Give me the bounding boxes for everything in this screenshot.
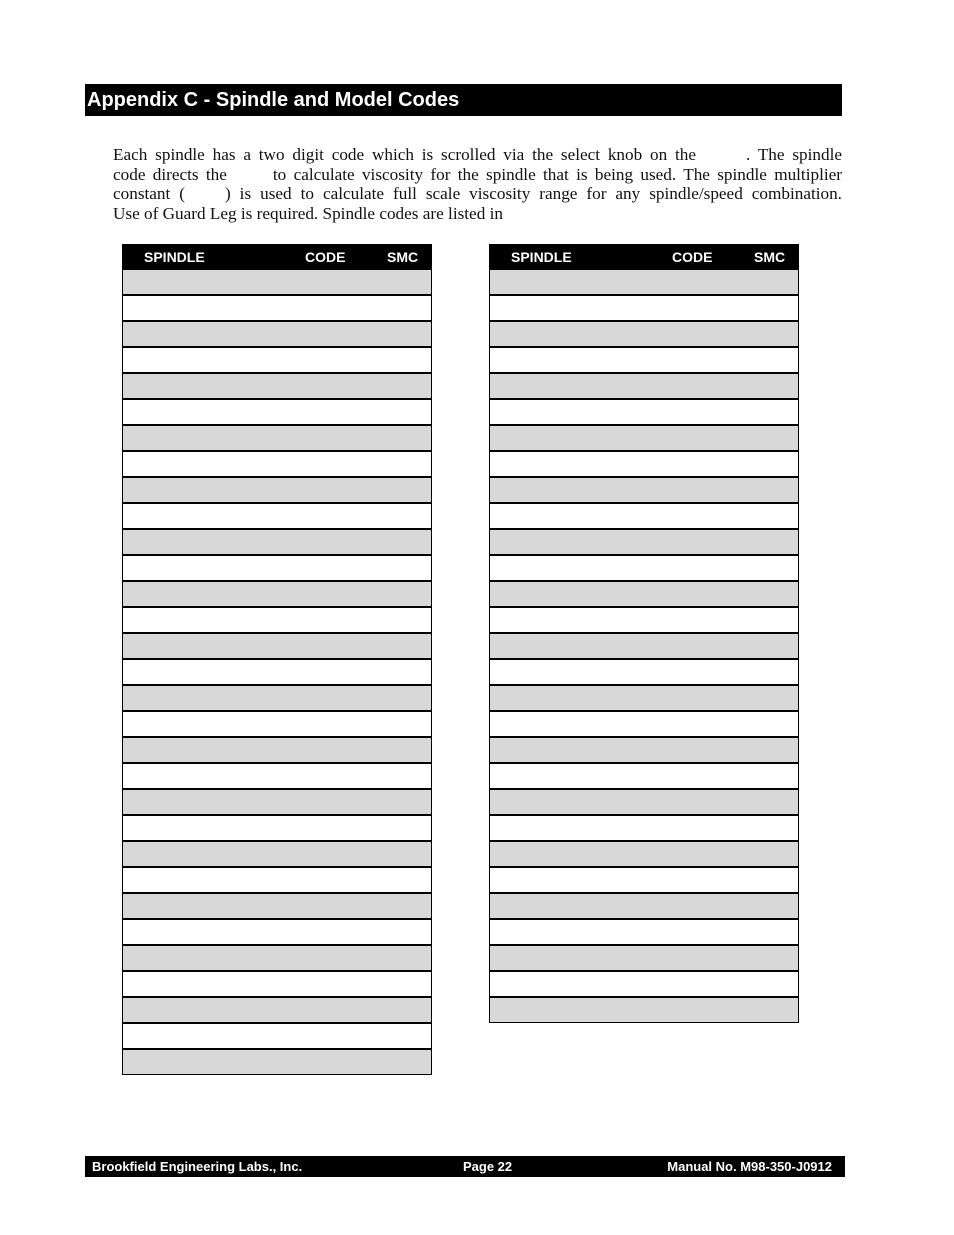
table-row — [490, 400, 798, 426]
table-row — [123, 374, 431, 400]
footer-company: Brookfield Engineering Labs., Inc. — [92, 1159, 303, 1174]
table-row — [123, 738, 431, 764]
footer-manual-number: Manual No. M98-350-J0912 — [667, 1159, 832, 1174]
table-row — [490, 504, 798, 530]
table-row — [123, 504, 431, 530]
header-code: CODE — [672, 249, 713, 265]
table-row — [490, 920, 798, 946]
intro-line-3: constant ( ) is used to calculate full scale viscosity range for any spindle/speed combination. — [113, 184, 842, 203]
table-row — [123, 1050, 431, 1074]
table-row — [490, 660, 798, 686]
header-code: CODE — [305, 249, 346, 265]
table-row — [123, 556, 431, 582]
table-body — [122, 270, 432, 1075]
table-row — [490, 296, 798, 322]
table-row — [490, 322, 798, 348]
table-row — [490, 868, 798, 894]
spindle-table-right — [489, 244, 799, 1023]
header-smc: SMC — [387, 249, 419, 265]
table-row — [490, 634, 798, 660]
spindle-table-left — [122, 244, 432, 1075]
table-row — [123, 348, 431, 374]
header-spindle: SPINDLE — [144, 249, 205, 265]
table-row — [490, 556, 798, 582]
table-row — [490, 478, 798, 504]
table-row — [123, 790, 431, 816]
table-row — [123, 920, 431, 946]
table-row — [123, 1024, 431, 1050]
table-row — [123, 816, 431, 842]
table-header — [122, 244, 432, 270]
table-row — [490, 894, 798, 920]
page-footer — [85, 1156, 845, 1177]
table-row — [490, 972, 798, 998]
table-row — [123, 868, 431, 894]
table-row — [490, 790, 798, 816]
table-row — [123, 322, 431, 348]
table-row — [123, 530, 431, 556]
table-row — [123, 296, 431, 322]
table-row — [490, 530, 798, 556]
table-row — [123, 660, 431, 686]
table-row — [490, 348, 798, 374]
table-row — [490, 712, 798, 738]
table-row — [490, 998, 798, 1022]
table-row — [490, 764, 798, 790]
table-row — [490, 426, 798, 452]
intro-line-1: Each spindle has a two digit code which is scrolled via the select knob on the . The spindle — [113, 145, 842, 164]
table-row — [123, 946, 431, 972]
table-row — [123, 842, 431, 868]
table-row — [123, 426, 431, 452]
table-row — [490, 582, 798, 608]
table-row — [123, 972, 431, 998]
intro-paragraph — [113, 145, 842, 223]
table-row — [490, 374, 798, 400]
table-row — [490, 686, 798, 712]
header-spindle: SPINDLE — [511, 249, 572, 265]
table-body — [489, 270, 799, 1023]
table-row — [123, 998, 431, 1024]
intro-line-2: code directs the to calculate viscosity for the spindle that is being used. The spindle multiplier — [113, 164, 842, 184]
table-row — [490, 270, 798, 296]
table-row — [123, 894, 431, 920]
table-row — [123, 270, 431, 296]
table-row — [123, 764, 431, 790]
intro-line-4: Use of Guard Leg is required. Spindle codes are listed in — [113, 203, 503, 223]
table-row — [123, 478, 431, 504]
table-row — [490, 608, 798, 634]
table-row — [123, 686, 431, 712]
table-row — [123, 582, 431, 608]
table-row — [490, 452, 798, 478]
table-row — [490, 816, 798, 842]
header-smc: SMC — [754, 249, 786, 265]
table-row — [123, 452, 431, 478]
table-row — [490, 946, 798, 972]
footer-page-number: Page 22 — [463, 1159, 513, 1174]
table-row — [490, 842, 798, 868]
table-header — [489, 244, 799, 270]
table-row — [123, 400, 431, 426]
table-row — [490, 738, 798, 764]
page-title: Appendix C - Spindle and Model Codes — [85, 84, 842, 116]
table-row — [123, 634, 431, 660]
table-row — [123, 608, 431, 634]
table-row — [123, 712, 431, 738]
